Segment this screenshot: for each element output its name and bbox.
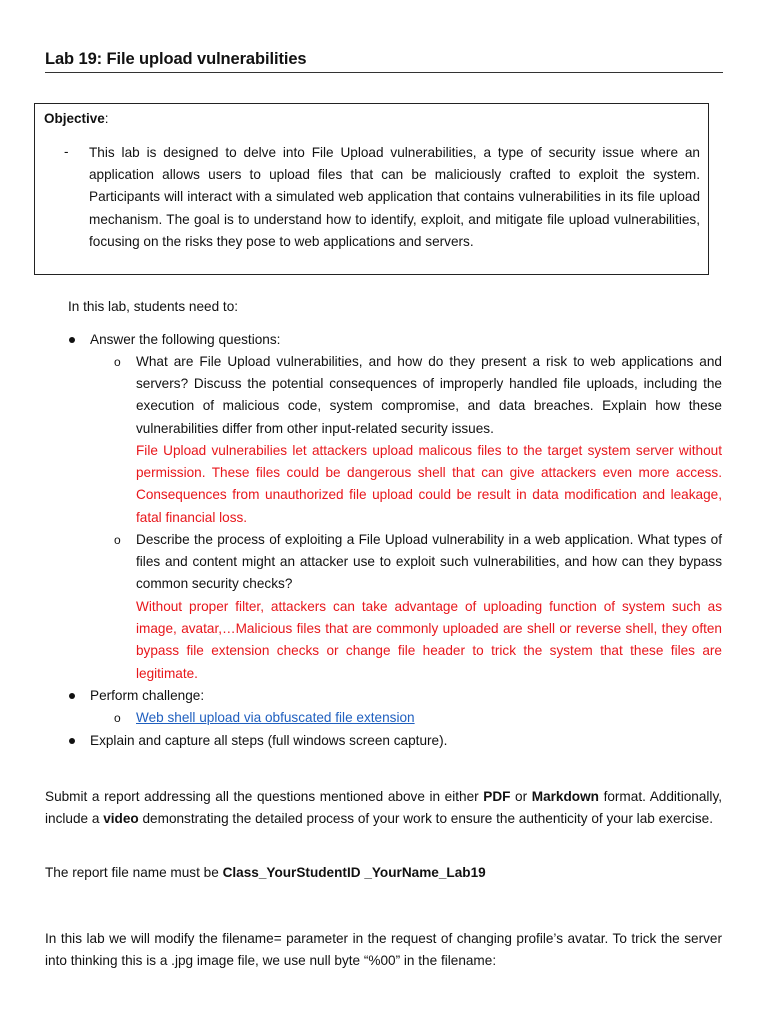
answer-2: Without proper filter, attackers can take advantage of uploading function of system such as image, avatar,…Malicious files that are commonly uploaded are shell or reverse shell, they often bypass file extension checks or change file header to trick the system that these files are legitimate. xyxy=(136,599,722,681)
circle-bullet: o xyxy=(114,355,121,369)
filename-line xyxy=(45,862,722,884)
bullet-explain: Explain and capture all steps (full windows screen capture). xyxy=(90,733,448,748)
challenge-link-line xyxy=(136,707,722,729)
bullet-answer: Answer the following questions: xyxy=(90,332,281,347)
question-1: What are File Upload vulnerabilities, and how do they present a risk to web applications and servers? Discuss the potential consequences of improperly handled file uploads, including the execution of malicious code, system compromise, and data breaches. Explain how these vulnerabilities differ from other input-related security issues. xyxy=(136,354,722,436)
bullet-perform: Perform challenge: xyxy=(90,688,205,703)
objective-box xyxy=(34,103,709,275)
bullet-dot xyxy=(69,693,75,699)
circle-bullet: o xyxy=(114,711,121,725)
question-2: Describe the process of exploiting a File Upload vulnerability in a web application. What types of files and content might an attacker use to exploit such vulnerabilities, and how can they bypass common security checks? xyxy=(136,532,722,592)
submit-markdown: Markdown xyxy=(531,789,599,804)
bullet-dot xyxy=(69,337,75,343)
filename-value: Class_YourStudentID _YourName_Lab19 xyxy=(222,865,486,880)
objective-dash: - xyxy=(64,144,69,159)
answer-1: File Upload vulnerabilies let attackers upload malicous files to the target system server without permission. These files could be dangerous shell that can give attackers even more access. Consequences from unauthorized file upload could be result in data modification and leakage, fatal financial loss. xyxy=(136,443,722,525)
filename-prefix: The report file name must be xyxy=(45,865,223,880)
submit-pdf: PDF xyxy=(483,789,511,804)
objective-text: This lab is designed to delve into File Upload vulnerabilities, a type of security issue where an application allows users to upload files that can be maliciously crafted to exploit the system. Participants will interact with a simulated web application that contains vulnerabilities in its file upload mechanism. The goal is to understand how to identify, exploit, and mitigate file upload vulnerabilities, focusing on the risks they pose to web applications and servers. xyxy=(89,145,700,249)
objective-colon: : xyxy=(104,111,109,126)
submit-text-1: Submit a report addressing all the questions mentioned above in either xyxy=(45,789,484,804)
submit-text-2: format. Additionally, include a xyxy=(45,789,723,827)
page-title: Lab 19: File upload vulnerabilities xyxy=(45,50,307,68)
title-divider xyxy=(45,72,723,73)
objective-heading xyxy=(44,111,109,126)
submit-video: video xyxy=(103,811,139,827)
closing-paragraph: In this lab we will modify the filename= parameter in the request of changing profile’s avatar. To trick the server into thinking this is a .jpg image file, we use null byte “%00” in the filename: xyxy=(45,931,722,969)
objective-label: Objective xyxy=(44,111,105,126)
submit-paragraph xyxy=(45,786,722,830)
challenge-link[interactable]: Web shell upload via obfuscated file extension xyxy=(136,710,415,725)
submit-or: or xyxy=(510,789,532,804)
intro-text: In this lab, students need to: xyxy=(68,299,239,314)
circle-bullet: o xyxy=(114,533,121,547)
submit-text-3: demonstrating the detailed process of your work to ensure the authenticity of your lab exercise. xyxy=(138,811,713,827)
bullet-dot xyxy=(69,738,75,744)
